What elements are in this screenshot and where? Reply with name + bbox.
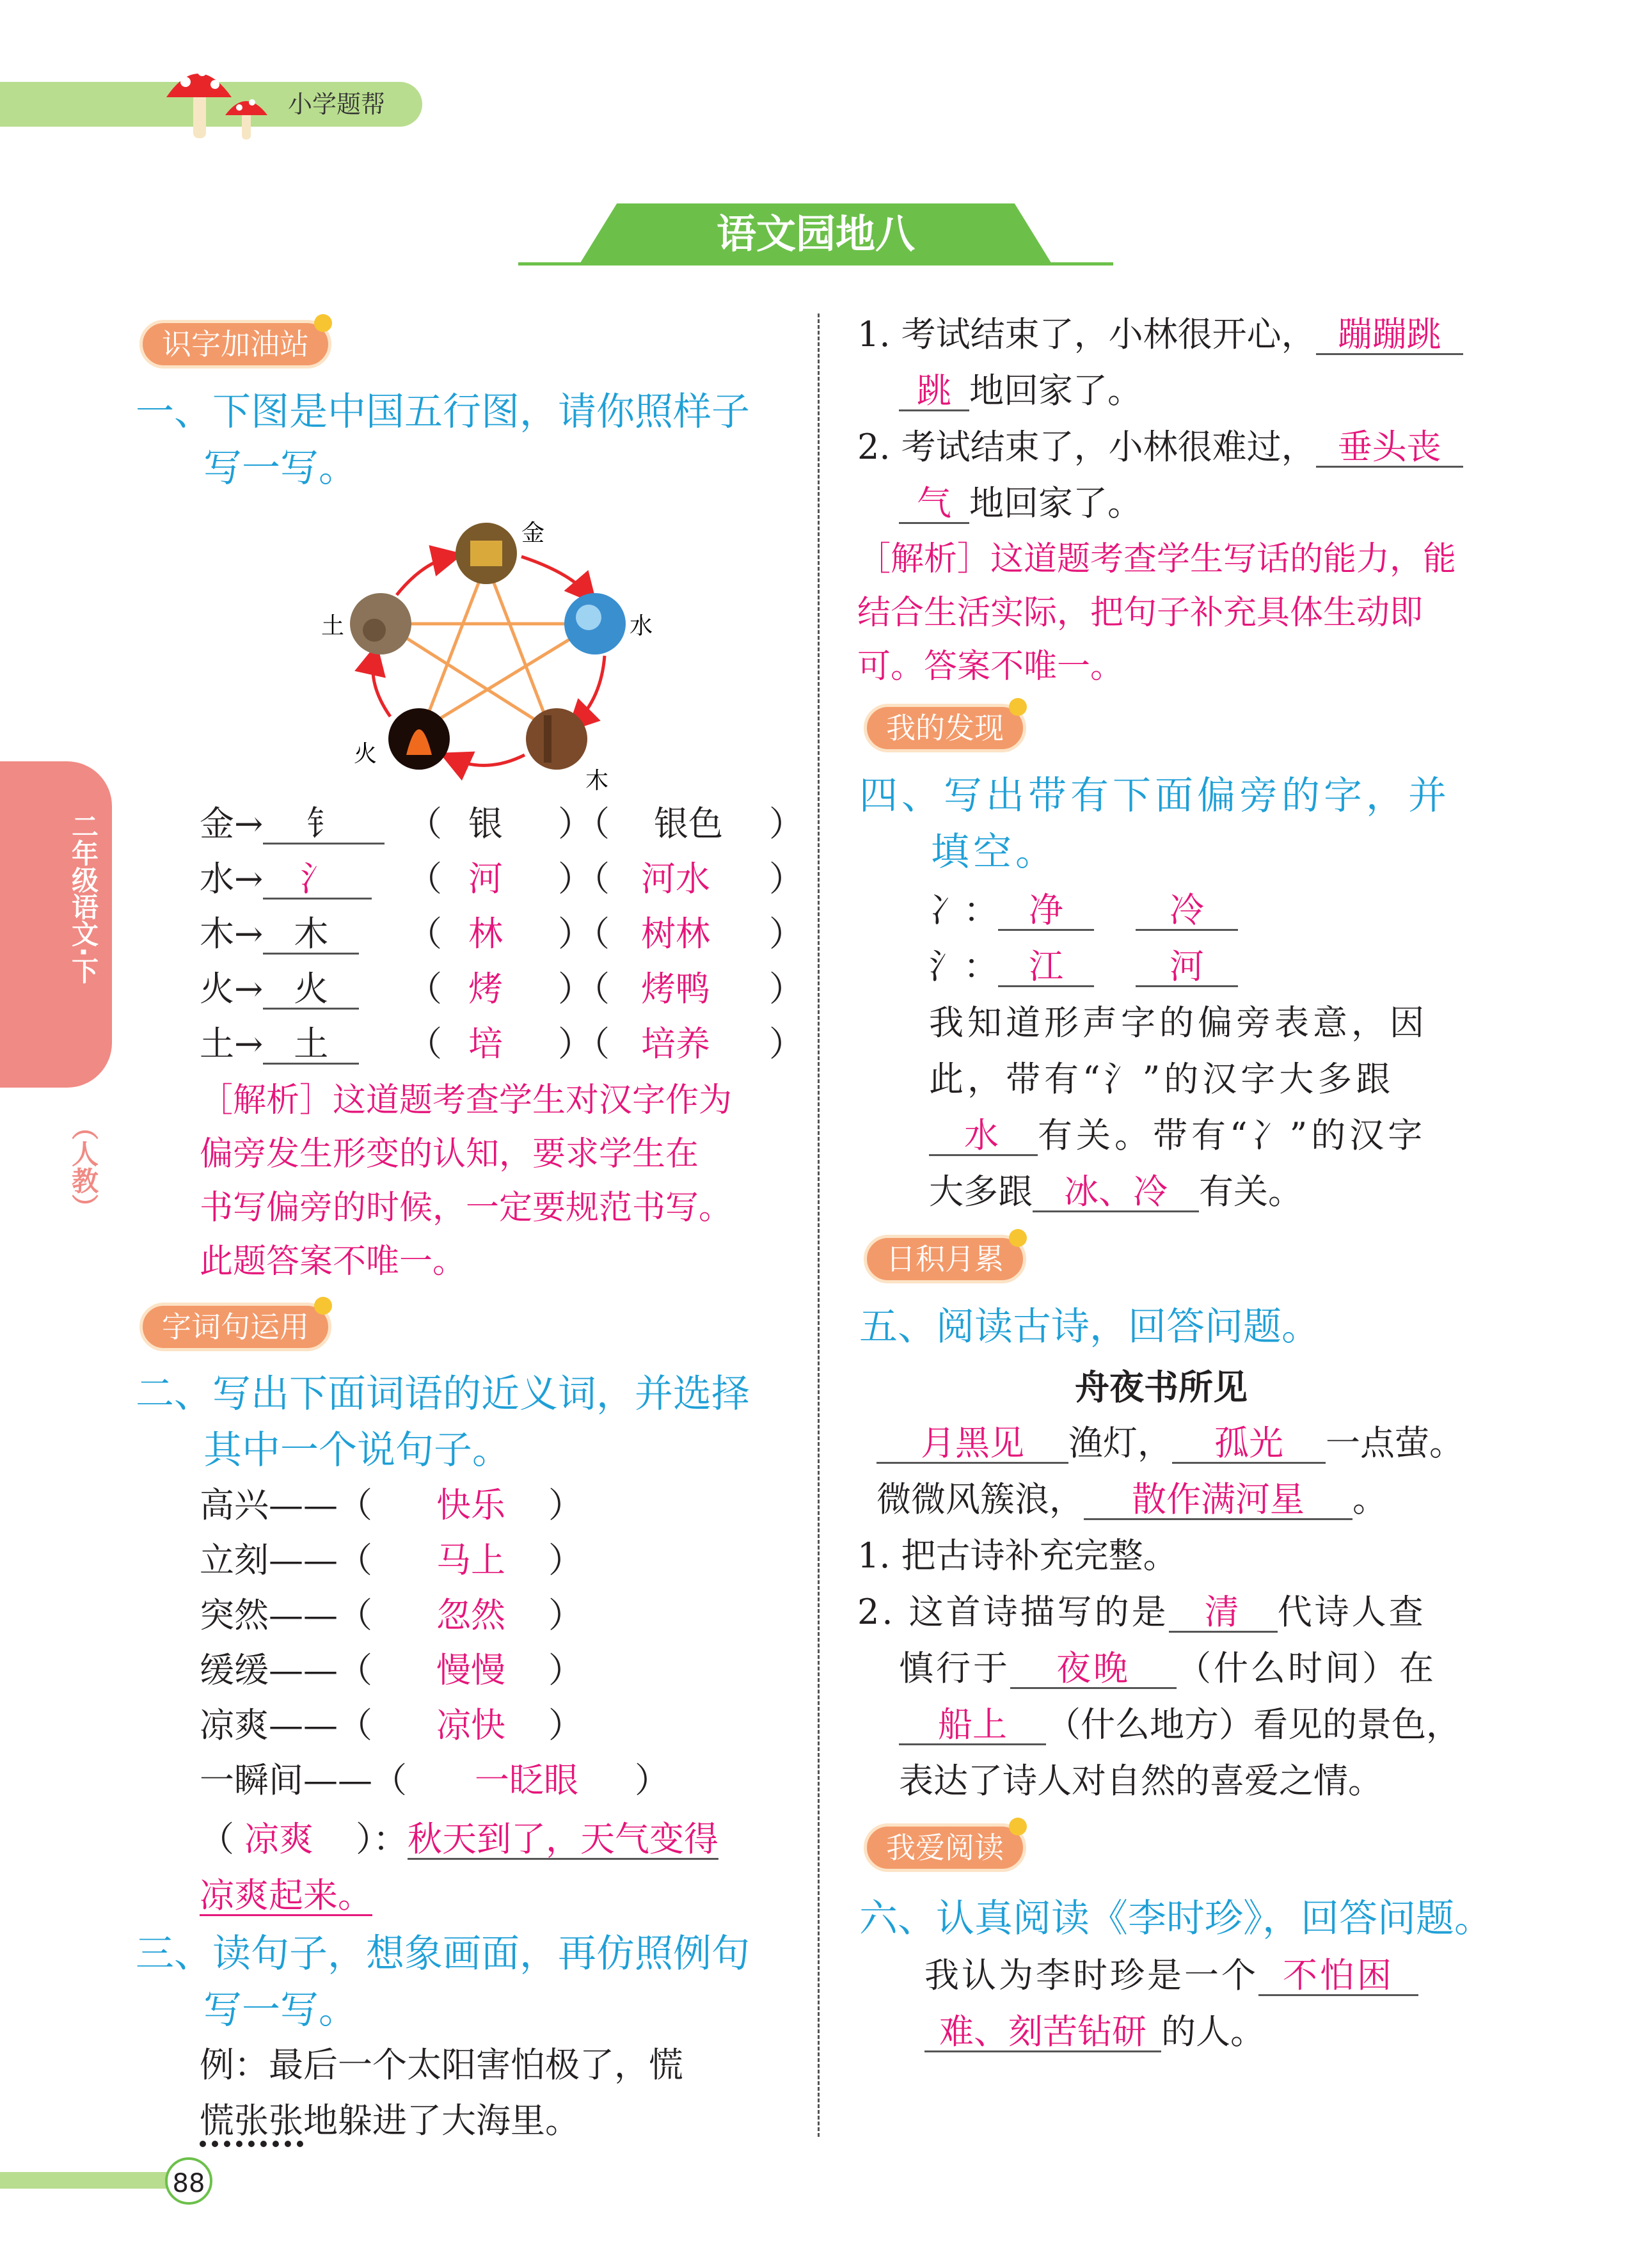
- five-elements-diagram: [313, 512, 653, 793]
- side-tab-label: 二年级语文·下: [68, 813, 99, 984]
- question-4-title: 四、写出带有下面偏旁的字，并 填空。: [859, 773, 1450, 875]
- radical-row: 土→ 土 （ 培 ）（ 培养 ）: [200, 1024, 804, 1064]
- sentence-answer: 秋天到了，天气变得: [408, 1819, 718, 1859]
- question-3-title: 三、读句子，想象画面，再仿照例句 写一写。: [136, 1931, 750, 2033]
- radical-blank: 木: [263, 916, 359, 955]
- answer-1-line-1: 1. 考试结束了，小林很开心， 蹦蹦跳: [857, 307, 1463, 362]
- radical-blank: 火: [263, 971, 359, 1010]
- radical-answer-row-1: 冫： 净 冷: [929, 883, 1238, 938]
- section-badge-literacy: 识字加油站: [139, 320, 331, 369]
- explanation-1: ［解析］这道题考查学生对汉字作为 偏旁发生形变的认知，要求学生在 书写偏旁的时候，一定要规范书写。 此题答案不唯一。: [200, 1081, 733, 1281]
- question-6-title: 六、认真阅读《李时珍》，回答问题。: [859, 1896, 1493, 1941]
- brand-name: 小学题帮: [288, 90, 386, 118]
- reading-answer-2: 难、刻苦钻研 的人。: [924, 2004, 1265, 2059]
- answer-1-line-2: 跳 地回家了。: [899, 363, 1142, 418]
- radical-row: 火→ 火 （ 烤 ）（ 烤鸭 ）: [200, 969, 804, 1009]
- question-5-title: 五、阅读古诗，回答问题。: [859, 1304, 1320, 1349]
- reading-answer-1: 我认为李时珍是一个 不怕困: [924, 1948, 1418, 2003]
- section-badge-usage: 字词句运用: [139, 1303, 331, 1351]
- section-badge-discovery: 我的发现: [864, 704, 1026, 752]
- section-badge-reading: 我爱阅读: [864, 1823, 1026, 1872]
- section-badge-accumulate: 日积月累: [864, 1235, 1026, 1283]
- answer-2-line-1: 2. 考试结束了，小林很难过， 垂头丧: [857, 420, 1463, 475]
- poem-question-2d: 表达了诗人对自然的喜爱之情。: [899, 1761, 1383, 1801]
- radical-blank: 钅: [263, 806, 385, 845]
- radical-blank: 土: [263, 1026, 359, 1065]
- synonym-row: 一瞬间——（ 一眨眼 ）: [200, 1760, 669, 1800]
- synonym-row: 凉爽——（ 凉快 ）: [200, 1705, 583, 1745]
- discovery-text-2: 此，带有“氵”的汉字大多跟: [929, 1059, 1395, 1099]
- side-tab-edition: （人教）: [68, 1113, 99, 1221]
- answer-2-line-2: 气 地回家了。: [899, 476, 1142, 531]
- synonym-list: [200, 1478, 669, 1808]
- question-1-title: 一、下图是中国五行图，请你照样子 写一写。: [136, 390, 750, 491]
- sentence-line-2: 凉爽起来。: [200, 1875, 372, 1915]
- discovery-text-4: 大多跟 冰、冷 有关。: [929, 1171, 1303, 1212]
- explanation-2: ［解析］这道题考查学生写话的能力，能 结合生活实际，把句子补充具体生动即 可。答案不唯一。: [857, 540, 1457, 686]
- diagram-label-water: 水: [630, 613, 653, 639]
- column-divider: [818, 313, 820, 2137]
- radical-table: [200, 797, 804, 1072]
- poem-question-2: 2. 这首诗描写的是 清 代诗人查: [857, 1592, 1426, 1632]
- synonym-row: 高兴——（ 快乐 ）: [200, 1485, 583, 1525]
- radical-row: 木→ 木 （ 林 ）（ 树林 ）: [200, 914, 804, 954]
- synonym-row: 立刻——（ 马上 ）: [200, 1540, 583, 1580]
- example-line-1: 例：最后一个太阳害怕极了，慌: [200, 2045, 683, 2085]
- poem-question-2b: 慎行于 夜晚 （什么时间）在: [899, 1648, 1436, 1688]
- diagram-label-wood: 木: [585, 768, 609, 793]
- diagram-label-metal: 金: [521, 520, 545, 546]
- diagram-label-fire: 火: [354, 741, 377, 767]
- mushroom-logo: [160, 56, 282, 146]
- diagram-label-earth: 土: [321, 613, 345, 639]
- sentence-line-1: （ 凉爽 ）：秋天到了，天气变得: [200, 1819, 718, 1859]
- radical-answer-row-2: 氵： 江 河: [929, 939, 1238, 994]
- page-title: 语文园地八: [716, 210, 915, 257]
- question-2-title: 二、写出下面词语的近义词，并选择 其中一个说句子。: [136, 1372, 750, 1473]
- poem-title: 舟夜书所见: [1075, 1367, 1248, 1408]
- poem-question-2c: 船上 （什么地方）看见的景色，: [899, 1697, 1461, 1752]
- discovery-text-3: 水 有关。带有“冫”的汉字: [929, 1108, 1426, 1163]
- footer-bar: [0, 2172, 186, 2189]
- synonym-row: 缓缓——（ 慢慢 ）: [200, 1650, 583, 1690]
- radical-row: 水→ 氵 （ 河 ）（ 河水 ）: [200, 859, 804, 899]
- poem-line-2: 微微风簇浪， 散作满河星 。: [876, 1479, 1387, 1519]
- synonym-row: 突然——（ 忽然 ）: [200, 1595, 583, 1635]
- discovery-text-1: 我知道形声字的偏旁表意，因: [929, 1003, 1428, 1043]
- poem-question-1: 1. 把古诗补充完整。: [857, 1535, 1178, 1576]
- poem-line-1: 月黑见 渔灯， 孤光 一点萤。: [876, 1416, 1464, 1471]
- radical-row: 金→ 钅 （ 银 ）（ 银色 ）: [200, 804, 804, 844]
- page-number: 88: [165, 2157, 212, 2205]
- radical-blank: 氵: [263, 861, 372, 900]
- example-line-2: 慌张张地躲进了大海里。: [200, 2093, 580, 2148]
